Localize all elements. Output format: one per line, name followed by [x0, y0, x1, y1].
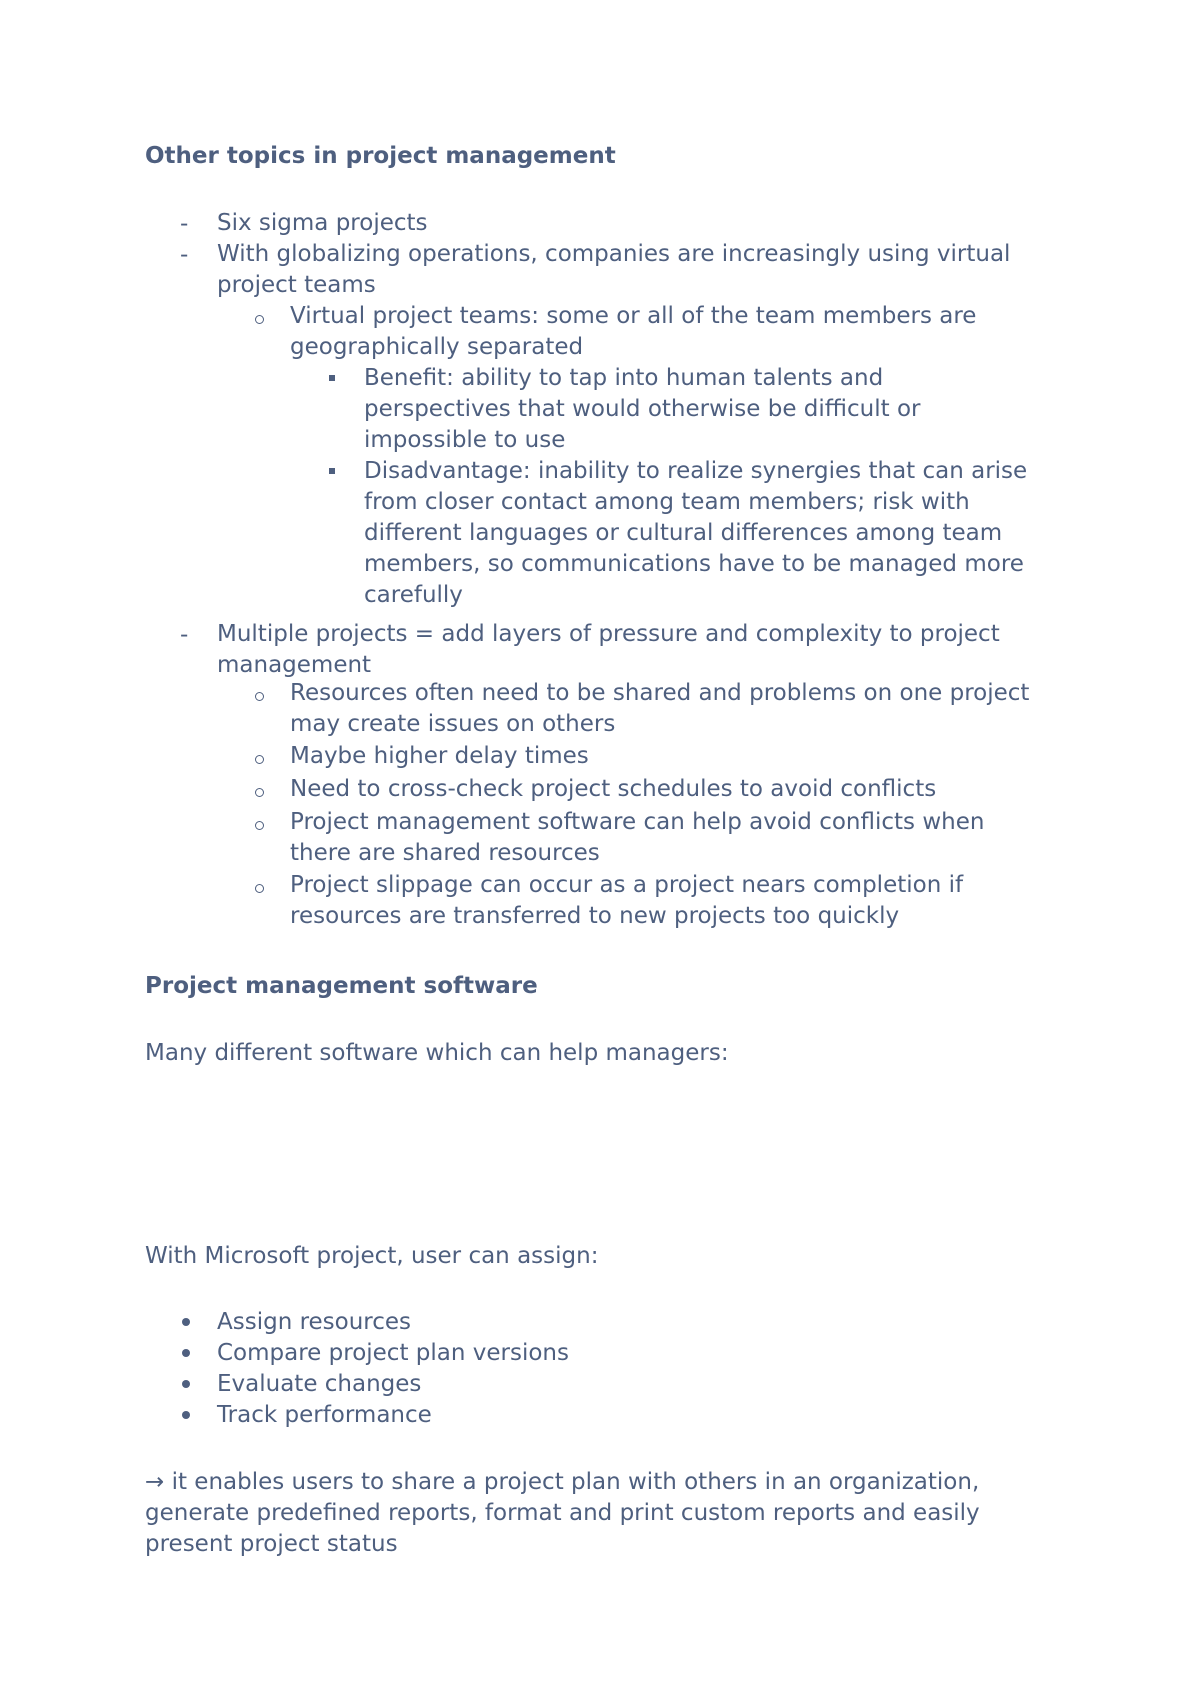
section-heading-pm-software: Project management software [145, 973, 538, 999]
section-heading-other-topics: Other topics in project management [145, 143, 616, 169]
bullet-dot-icon [182, 1318, 190, 1326]
circle-bullet-icon [255, 884, 264, 893]
microsoft-project-paragraph: With Microsoft project, user can assign: [145, 1243, 599, 1269]
bullet-track-performance: Track performance [217, 1402, 432, 1428]
list-item-slippage: Project slippage can occur as a project nears completion if resources are transferred to new projects too quickly [290, 872, 964, 929]
list-item-delay-times: Maybe higher delay times [290, 743, 589, 769]
list-item-cross-check: Need to cross-check project schedules to avoid conflicts [290, 776, 937, 802]
square-bullet-icon [329, 468, 335, 474]
circle-bullet-icon [255, 821, 264, 830]
dash-marker: - [180, 622, 189, 648]
bullet-evaluate-changes: Evaluate changes [217, 1371, 422, 1397]
bullet-compare-versions: Compare project plan versions [217, 1340, 569, 1366]
list-item-disadvantage: Disadvantage: inability to realize synergies that can arise from closer contact among team members; risk with different languages or cultural differences among team members, so communications have to be managed more carefully [364, 458, 1028, 608]
bullet-dot-icon [182, 1349, 190, 1357]
dash-marker: - [180, 211, 189, 237]
list-item-multiple-projects: Multiple projects = add layers of pressure and complexity to project management [217, 621, 1000, 678]
square-bullet-icon [329, 375, 335, 381]
circle-bullet-icon [255, 692, 264, 701]
list-item-globalizing: With globalizing operations, companies are increasingly using virtual project teams [217, 241, 1011, 298]
bullet-dot-icon [182, 1380, 190, 1388]
circle-bullet-icon [255, 755, 264, 764]
circle-bullet-icon [255, 315, 264, 324]
list-item-virtual-teams: Virtual project teams: some or all of the team members are geographically separated [290, 303, 977, 360]
dash-marker: - [180, 242, 189, 268]
conclusion-paragraph: → it enables users to share a project plan with others in an organization, generate predefined reports, format and print custom reports and easily present project status [145, 1469, 980, 1557]
intro-paragraph: Many different software which can help managers: [145, 1040, 729, 1066]
bullet-dot-icon [182, 1411, 190, 1419]
list-item-six-sigma: Six sigma projects [217, 210, 428, 236]
circle-bullet-icon [255, 788, 264, 797]
list-item-benefit: Benefit: ability to tap into human talents and perspectives that would otherwise be difficult or impossible to use [364, 365, 921, 453]
list-item-resources-shared: Resources often need to be shared and problems on one project may create issues on others [290, 680, 1030, 737]
bullet-assign-resources: Assign resources [217, 1309, 412, 1335]
list-item-pm-software-conflicts: Project management software can help avoid conflicts when there are shared resources [290, 809, 985, 866]
